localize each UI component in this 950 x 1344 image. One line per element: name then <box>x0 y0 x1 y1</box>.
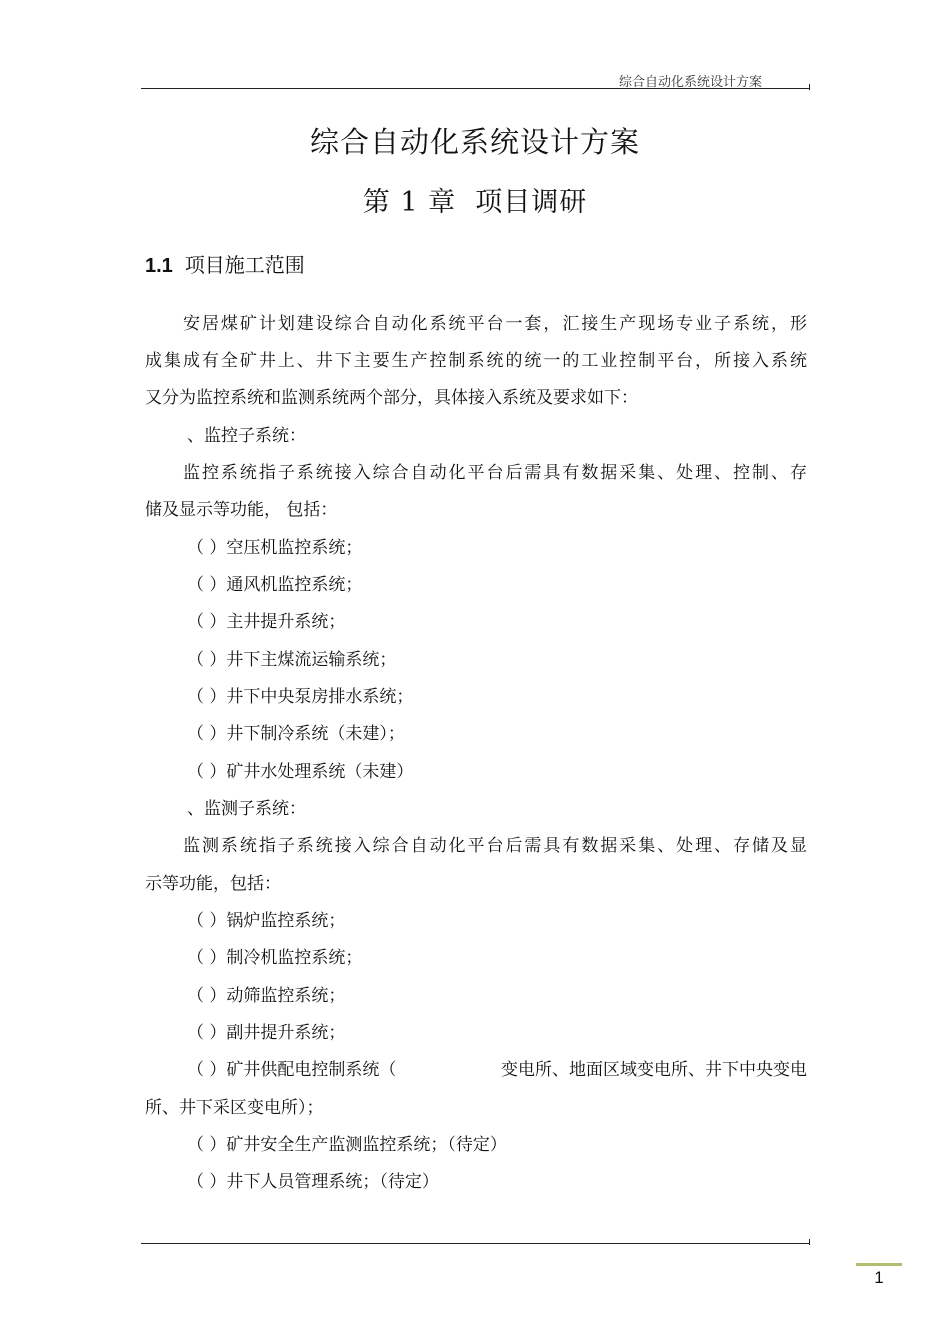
list-item: （ ）副井提升系统； <box>187 1023 346 1043</box>
list-item: （ ）矿井水处理系统（未建） <box>187 762 414 782</box>
list-item: （ ）矿井安全生产监测监控系统；（待定） <box>187 1135 507 1155</box>
monitor-measure-desc-2: 示等功能，包括： <box>145 874 281 894</box>
section-heading <box>145 249 305 278</box>
header-rule <box>141 88 810 89</box>
list-item: （ ）井下中央泵房排水系统； <box>187 687 414 707</box>
chapter-number: 第 1 章 <box>362 187 457 218</box>
intro-line-2: 成集成有全矿井上、井下主要生产控制系统的统一的工业控制平台，所接入系统 <box>145 351 807 371</box>
section-number: 1.1 <box>145 255 173 277</box>
power-item-part-c: 所、井下采区变电所）； <box>145 1098 324 1118</box>
chapter-title: 项目调研 <box>475 187 588 218</box>
page-number-bar <box>856 1263 902 1266</box>
power-item-part-b: 变电所、地面区域变电所、井下中央变电 <box>501 1060 807 1080</box>
list-item: （ ）井下人员管理系统；（待定） <box>187 1172 439 1192</box>
monitor-measure-desc-1: 监测系统指子系统接入综合自动化平台后需具有数据采集、处理、存储及显 <box>183 836 807 856</box>
monitor-control-desc-1: 监控系统指子系统接入综合自动化平台后需具有数据采集、处理、控制、存 <box>183 463 807 483</box>
monitor-control-desc-2: 储及显示等功能， 包括： <box>145 500 338 520</box>
footer-rule-tick <box>809 1239 810 1245</box>
list-item: （ ）井下制冷系统（未建）； <box>187 724 405 744</box>
list-item: （ ）井下主煤流运输系统； <box>187 650 397 670</box>
footer-rule <box>141 1243 810 1244</box>
monitor-control-heading: 、监控子系统： <box>187 426 306 446</box>
running-header: 综合自动化系统设计方案 <box>618 75 762 90</box>
document-title: 综合自动化系统设计方案 <box>309 125 640 159</box>
intro-line-1: 安居煤矿计划建设综合自动化系统平台一套，汇接生产现场专业子系统，形 <box>183 314 807 334</box>
list-item: （ ）通风机监控系统； <box>187 575 363 595</box>
intro-line-3: 又分为监控系统和监测系统两个部分，具体接入系统及要求如下： <box>145 388 638 408</box>
list-item: （ ）空压机监控系统； <box>187 538 363 558</box>
monitor-measure-heading: 、监测子系统： <box>187 799 306 819</box>
list-item: （ ）制冷机监控系统； <box>187 948 363 968</box>
section-title: 项目施工范围 <box>184 253 305 277</box>
list-item: （ ）动筛监控系统； <box>187 986 346 1006</box>
page-number: 1 <box>874 1268 884 1287</box>
list-item: （ ）锅炉监控系统； <box>187 911 346 931</box>
header-rule-tick <box>809 84 810 90</box>
power-item-part-a: （ ）矿井供配电控制系统（ <box>187 1060 397 1080</box>
chapter-heading <box>0 180 950 219</box>
list-item-power <box>187 1055 807 1080</box>
list-item: （ ）主井提升系统； <box>187 612 346 632</box>
